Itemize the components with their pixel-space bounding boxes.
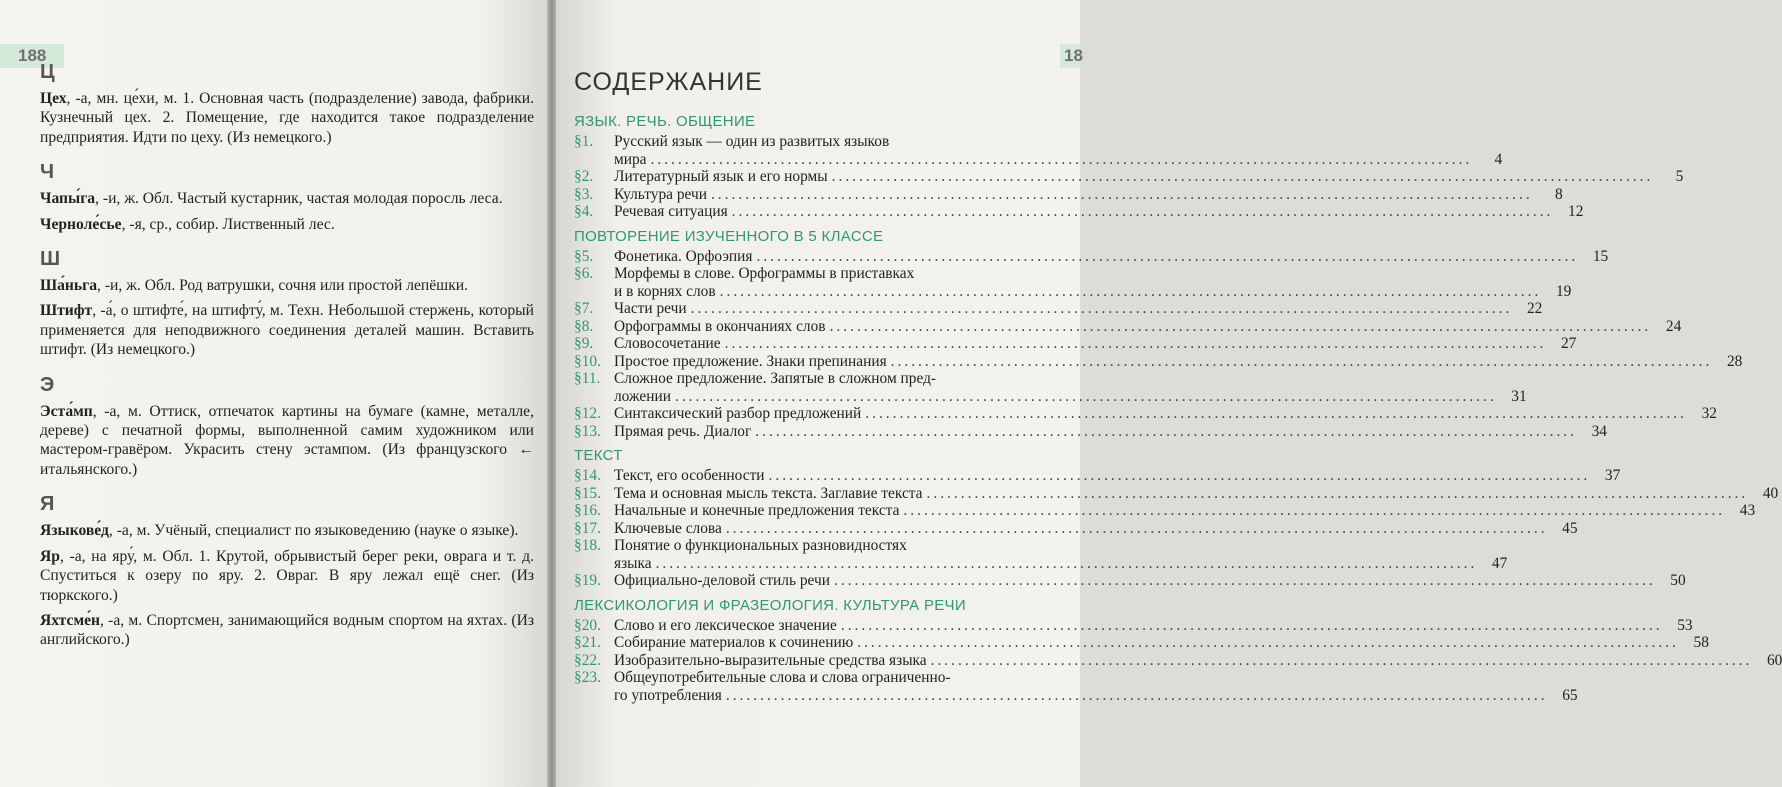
contents-item[interactable] [574,335,1577,353]
dot-leader: ........................................................................................................................ [725,686,1548,704]
dot-leader: ........................................................................................................................ [724,335,1547,352]
item-page-number: 4 [1494,150,1503,168]
item-page-number: 58 [1693,634,1709,651]
item-title: Речевая ситуация [614,203,728,220]
item-page-number: 47 [1491,554,1508,572]
item-page-number: 60 [1766,651,1782,669]
item-title: Изобразительно-выразительные средства языка [614,651,927,669]
item-title: Тема и основная мысль текста. Заглавие текста [614,484,923,502]
item-title: Литературный язык и его нормы [614,168,828,185]
dot-leader: ........................................................................................................................ [756,247,1579,265]
paragraph-number: §16. [574,502,601,519]
headword: Яхтсме́н [40,611,100,629]
contents-item[interactable] [574,519,1578,538]
dictionary-section [40,492,534,649]
item-title: Текст, его особенности [614,467,765,484]
contents-item[interactable] [574,352,1743,371]
contents-item[interactable] [574,185,1563,204]
paragraph-number: §2. [574,168,594,185]
headword: Ша́ньга [40,277,98,295]
left-page [0,0,547,787]
contents-item[interactable] [574,467,1621,485]
dot-leader: ........................................................................................................................ [755,422,1577,440]
contents-item[interactable] [574,616,1693,635]
item-page-number: 34 [1591,422,1607,440]
item-page-number: 5 [1675,168,1684,185]
dictionary-entry [40,215,534,234]
section-letter: Э [40,373,55,396]
item-page-number: 27 [1560,335,1577,352]
headword: Эста́мп [40,402,93,420]
contents-item[interactable] [574,203,1584,221]
item-title: Словосочетание [614,335,721,352]
item-page-number: 24 [1665,317,1682,335]
item-title: мира [614,150,647,168]
dot-leader: ........................................................................................................................ [674,387,1497,405]
headword: Черноле́сье [40,215,122,233]
item-title-line: Русский язык — один из развитых языков [614,133,890,150]
contents-item[interactable] [574,168,1684,186]
dictionary-entry [40,402,534,480]
contents-item[interactable] [574,133,1503,168]
item-page-number: 65 [1562,686,1578,704]
dot-leader: ........................................................................................................................ [857,634,1679,651]
headword: Чапы́га [40,190,96,208]
section-letter: Ч [40,161,55,184]
dictionary-entry [40,301,534,359]
dictionary-entry [40,521,534,540]
dot-leader: ........................................................................................................................ [719,282,1542,300]
table-of-contents [574,66,1782,704]
dot-leader: ........................................................................................................................ [926,484,1749,502]
item-page-number: 31 [1511,387,1527,405]
paragraph-number: §20. [574,616,601,634]
part-heading: ПОВТОРЕНИЕ ИЗУЧЕННОГО В 5 КЛАССЕ [574,227,884,245]
item-title: Фонетика. Орфоэпия [614,247,753,265]
item-page-number: 12 [1568,203,1584,220]
part-heading: ТЕКСТ [574,447,623,464]
item-page-number: 22 [1526,300,1543,317]
item-page-number: 50 [1670,572,1686,589]
definition: , -а, м. Спортсмен, занимающийся водным спортом на яхтах. (Из английского.) [40,611,534,649]
dictionary-entry [40,89,534,147]
book-gutter [547,0,556,787]
item-page-number: 32 [1701,405,1717,422]
dictionary-entries [40,60,534,663]
right-page [556,0,1782,787]
contents-item[interactable] [574,484,1779,503]
paragraph-number: §21. [574,634,601,651]
dot-leader: ........................................................................................................................ [831,168,1654,185]
page-number-tab [1060,44,1083,68]
contents-item[interactable] [574,651,1782,670]
contents-item[interactable] [574,572,1686,590]
item-title: Ключевые слова [614,519,722,537]
paragraph-number: §18. [574,537,601,554]
paragraph-number: §5. [574,247,594,265]
paragraph-number: §11. [574,370,601,387]
contents-title: СОДЕРЖАНИЕ [574,68,763,96]
headword: Яр [40,547,60,565]
definition: , -и, ж. Обл. Частый кустарник, частая молодая поросль леса. [95,190,503,208]
headword: Языкове́д [40,522,109,540]
item-title: ложении [614,387,671,405]
item-page-number: 40 [1762,484,1779,502]
dictionary-section [40,160,534,234]
definition: , -я, ср., собир. Лиственный лес. [121,215,335,233]
paragraph-number: §15. [574,484,601,502]
dot-leader: ........................................................................................................................ [710,185,1533,203]
paragraph-number: §23. [574,669,601,686]
definition: , -а, на яру́, м. Обл. 1. Крутой, обрывистый берег реки, оврага и т. д. Спуститься к озеру по яру. 2. Овраг. В яру лежал ещё снег. (Из тюркского.) [40,547,534,604]
item-title: Орфограммы в окончаниях слов [614,317,826,335]
contents-item[interactable] [574,300,1543,318]
dot-leader: ........................................................................................................................ [865,405,1687,422]
paragraph-number: §4. [574,203,594,220]
contents-item[interactable] [574,405,1717,423]
contents-item[interactable] [574,265,1572,300]
section-letter: Ш [40,248,61,271]
item-title: языка [614,554,652,572]
dot-leader: ........................................................................................................................ [833,572,1656,589]
dictionary-entry [40,189,534,208]
dictionary-section [40,60,534,147]
page-number: 188 [18,46,47,65]
paragraph-number: §12. [574,405,601,422]
contents-item[interactable] [574,669,1578,704]
dot-leader: ........................................................................................................................ [650,150,1473,168]
part-heading: ЯЗЫК. РЕЧЬ. ОБЩЕНИЕ [574,113,756,130]
item-title-line: Понятие о функциональных разновидностях [614,537,907,554]
paragraph-number: §3. [574,185,594,203]
item-title: Культура речи [614,185,707,203]
definition: , -а, м. Оттиск, отпечаток картины на бумаге (камне, металле, дереве) с печатной формы, выполненной самим художником или мастером-гравёром. Украсить стену эстампом. (Из французского ← итальянского.) [40,402,534,478]
item-page-number: 37 [1604,467,1621,484]
item-page-number: 43 [1739,502,1756,519]
contents-list [574,112,1782,704]
contents-item[interactable] [574,247,1609,266]
dot-leader: ........................................................................................................................ [768,467,1591,484]
paragraph-number: §17. [574,519,601,537]
part-heading: ЛЕКСИКОЛОГИЯ И ФРАЗЕОЛОГИЯ. КУЛЬТУРА РЕЧИ [574,596,966,614]
item-title-line: Общеупотребительные слова и слова ограниченно- [614,669,951,686]
dot-leader: ........................................................................................................................ [903,502,1726,519]
contents-item[interactable] [574,317,1682,336]
paragraph-number: §8. [574,317,594,335]
item-title: и в корнях слов [614,282,716,300]
dot-leader: ........................................................................................................................ [840,616,1663,634]
contents-item[interactable] [574,634,1709,652]
dot-leader: ........................................................................................................................ [655,554,1478,572]
paragraph-number: §13. [574,422,601,440]
item-title: Синтаксический разбор предложений [614,405,862,422]
item-page-number: 15 [1592,247,1609,265]
paragraph-number: §22. [574,651,601,669]
item-title: Прямая речь. Диалог [614,422,752,440]
dot-leader: ........................................................................................................................ [829,317,1652,335]
definition: , -а, м. Учёный, специалист по языковедению (науке о языке). [108,522,519,540]
contents-item[interactable] [574,502,1756,520]
item-page-number: 19 [1555,282,1572,300]
item-title: Простое предложение. Знаки препинания [614,352,887,370]
item-page-number: 53 [1677,616,1693,634]
definition: , -а́, о штифте́, на штифту́, м. Техн. Небольшой стержень, который применяется для неподвижного соединения деталей машин. Вставить штифт. (Из немецкого.) [40,302,534,359]
headword: Штифт [40,302,93,320]
item-title: Собирание материалов к сочинению [614,634,854,651]
paragraph-number: §14. [574,467,601,484]
dot-leader: ........................................................................................................................ [930,651,1753,669]
item-title: Официально-деловой стиль речи [614,572,830,589]
item-page-number: 45 [1562,519,1578,537]
definition: , -и, ж. Обл. Род ватрушки, сочня или простой лепёшки. [97,277,469,295]
dot-leader: ........................................................................................................................ [731,203,1554,220]
definition: , -а, мн. це́хи, м. 1. Основная часть (подразделение) завода, фабрики. Кузнечный цех. 2. Помещение, где находится такое подразделение предприятия. Идти по цеху. (Из немецкого.) [40,90,534,146]
dictionary-entry [40,276,534,295]
dot-leader: ........................................................................................................................ [690,300,1513,317]
dictionary-section [40,373,534,480]
item-title: Части речи [614,300,687,317]
page-number: 18 [1064,46,1083,65]
paragraph-number: §7. [574,300,594,317]
dictionary-entry [40,611,534,650]
contents-item[interactable] [574,370,1527,405]
dictionary-section [40,247,534,360]
dot-leader: ........................................................................................................................ [890,352,1713,370]
contents-item[interactable] [574,537,1508,572]
paragraph-number: §1. [574,133,594,150]
paragraph-number: §6. [574,265,594,282]
contents-item[interactable] [574,422,1607,441]
section-letter: Я [40,493,55,516]
item-title-line: Сложное предложение. Запятые в сложном пред- [614,370,937,387]
item-title: Начальные и конечные предложения текста [614,502,900,519]
dictionary-entry [40,547,534,605]
dot-leader: ........................................................................................................................ [725,519,1548,537]
paragraph-number: §9. [574,335,594,352]
item-title-line: Морфемы в слове. Орфограммы в приставках [614,265,915,282]
item-page-number: 8 [1554,185,1563,203]
item-page-number: 28 [1726,352,1743,370]
item-title: Слово и его лексическое значение [614,616,837,634]
paragraph-number: §10. [574,352,601,370]
section-letter: Ц [40,61,55,83]
headword: Цех [40,90,67,107]
item-title: го употребления [614,686,722,704]
paragraph-number: §19. [574,572,601,589]
